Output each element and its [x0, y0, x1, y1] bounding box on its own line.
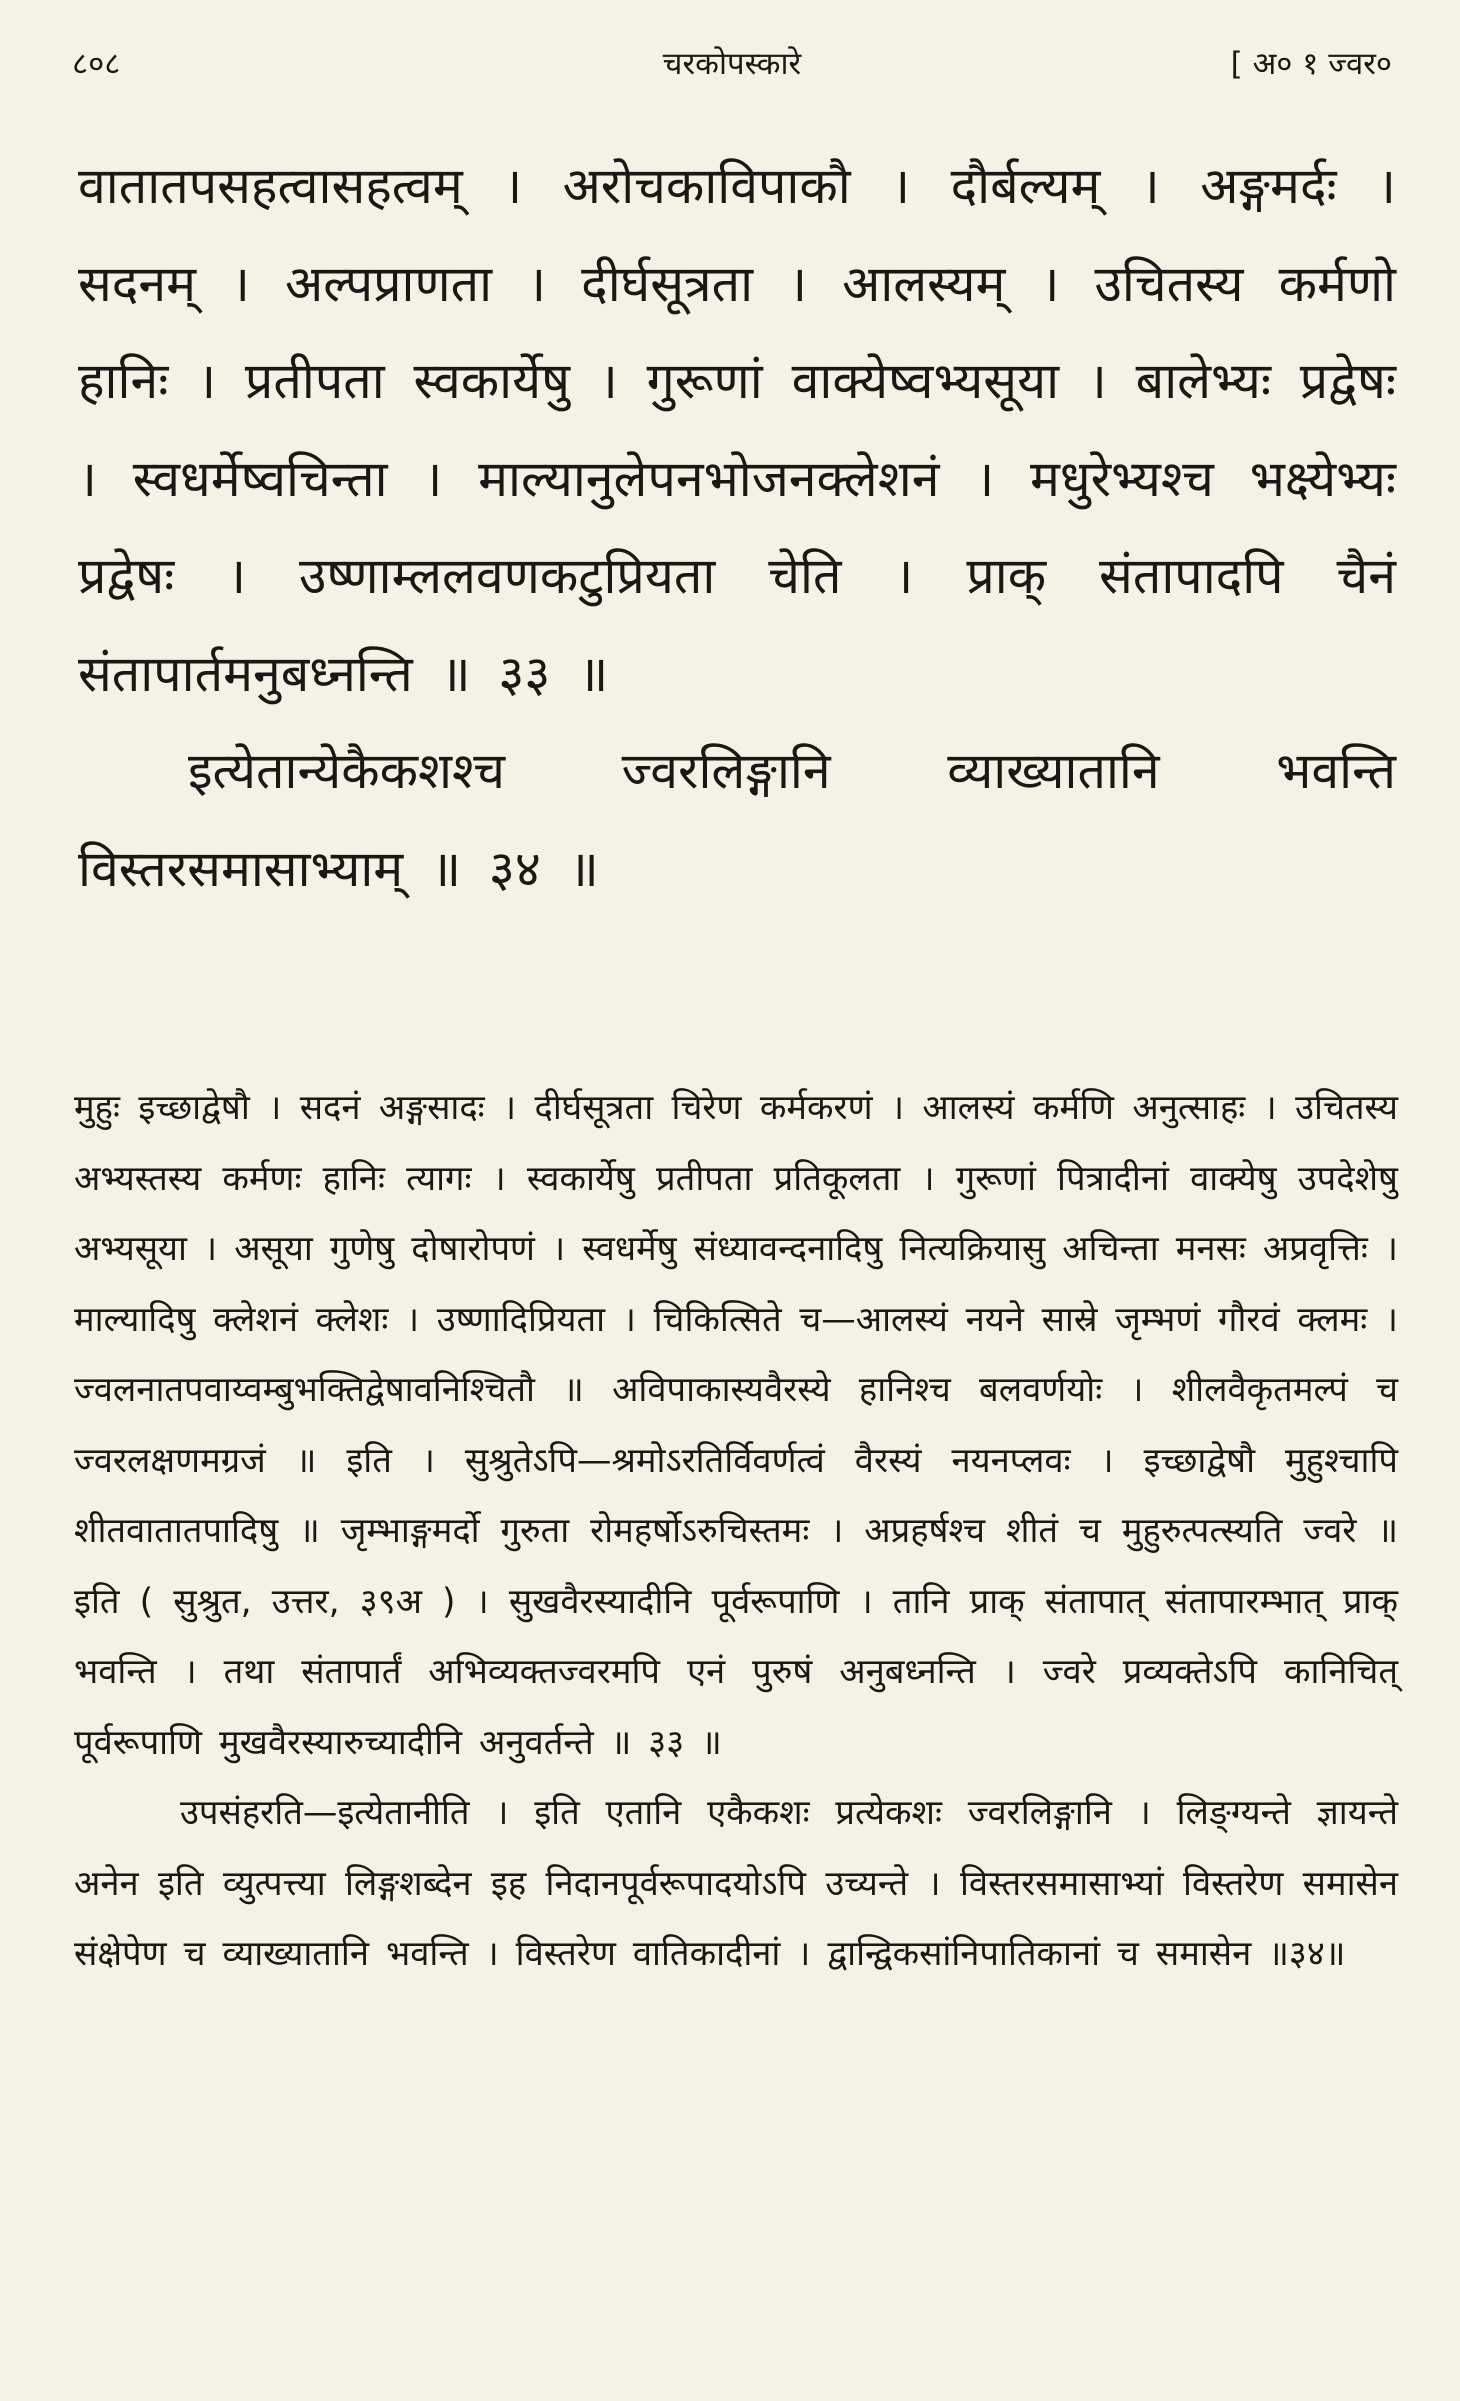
running-title: चरकोपस्कारे [662, 46, 802, 82]
verse-33: वातातपसहत्वासहत्वम् । अरोचकाविपाकौ । दौर्बल्यम् । अङ्गमर्दः । सदनम् । अल्पप्राणता । दीर्घसूत्रता । आलस्यम् । उचितस्य कर्मणो हानिः । प्रतीपता स्वकार्येषु । गुरूणां वाक्येष्वभ्यसूया । बालेभ्यः प्रद्वेषः । स्वधर्मेष्वचिन्ता । माल्यानुलेपनभोजनक्लेशनं । मधुरेभ्यश्च भक्ष्येभ्यः प्रद्वेषः । उष्णाम्ललवणकटुप्रियता चेति । प्राक् संतापादपि चैनं संतापार्तमनुबध्नन्ति ॥ ३३ ॥ [78, 157, 1396, 703]
page-header [72, 42, 1392, 92]
verse-text [78, 138, 1396, 918]
page-number: ८०८ [72, 46, 121, 82]
commentary-33: मुहुः इच्छाद्वेषौ । सदनं अङ्गसादः । दीर्घसूत्रता चिरेण कर्मकरणं । आलस्यं कर्मणि अनुत्साहः । उचितस्य अभ्यस्तस्य कर्मणः हानिः त्यागः । स्वकार्येषु प्रतीपता प्रतिकूलता । गुरूणां पित्रादीनां वाक्येषु उपदेशेषु अभ्यसूया । असूया गुणेषु दोषारोपणं । स्वधर्मेषु संध्यावन्दनादिषु नित्यक्रियासु अचिन्ता मनसः अप्रवृत्तिः । माल्यादिषु क्लेशनं क्लेशः । उष्णादिप्रियता । चिकित्सिते च—आलस्यं नयने सास्रे जृम्भणं गौरवं क्लमः । ज्वलनातपवाय्वम्बुभक्तिद्वेषावनिश्चितौ ॥ अविपाकास्यवैरस्ये हानिश्च बलवर्णयोः । शीलवैकृतमल्पं च ज्वरलक्षणमग्रजं ॥ इति । सुश्रुतेऽपि—श्रमोऽरतिर्विवर्णत्वं वैरस्यं नयनप्लवः । इच्छाद्वेषौ मुहुश्चापि शीतवातातपादिषु ॥ जृम्भाङ्गमर्दो गुरुता रोमहर्षोऽरुचिस्तमः । अप्रहर्षश्च शीतं च मुहुरुत्पत्स्यति ज्वरे ॥ इति ( सुश्रुत, उत्तर, ३९अ ) । सुखवैरस्यादीनि पूर्वरूपाणि । तानि प्राक् संतापात् संतापारम्भात् प्राक् भवन्ति । तथा संतापार्तं अभिव्यक्तज्वरमपि एनं पुरुषं अनुबध्नन्ति । ज्वरे प्रव्यक्तेऽपि कानिचित् पूर्वरूपाणि मुखवैरस्यारुच्यादीनि अनुवर्तन्ते ॥ ३३ ॥ [74, 1088, 1398, 1763]
verse-34: इत्येतान्येकैकशश्च ज्वरलिङ्गानि व्याख्यातानि भवन्ति विस्तरसमासाभ्याम् ॥ ३४ ॥ [78, 742, 1396, 898]
section-reference: [ अ० १ ज्वर० [1230, 46, 1392, 82]
commentary-34: उपसंहरति—इत्येतानीति । इति एतानि एकैकशः प्रत्येकशः ज्वरलिङ्गानि । लिङ्ग्यन्ते ज्ञायन्ते अनेन इति व्युत्पत्त्या लिङ्गशब्देन इह निदानपूर्वरूपादयोऽपि उच्यन्ते । विस्तरसमासाभ्यां विस्तरेण समासेन संक्षेपेण च व्याख्यातानि भवन्ति । विस्तरेण वातिकादीनां । द्वान्द्विकसांनिपातिकानां च समासेन ॥३४॥ [74, 1793, 1398, 1974]
commentary-text [74, 1073, 1398, 1990]
